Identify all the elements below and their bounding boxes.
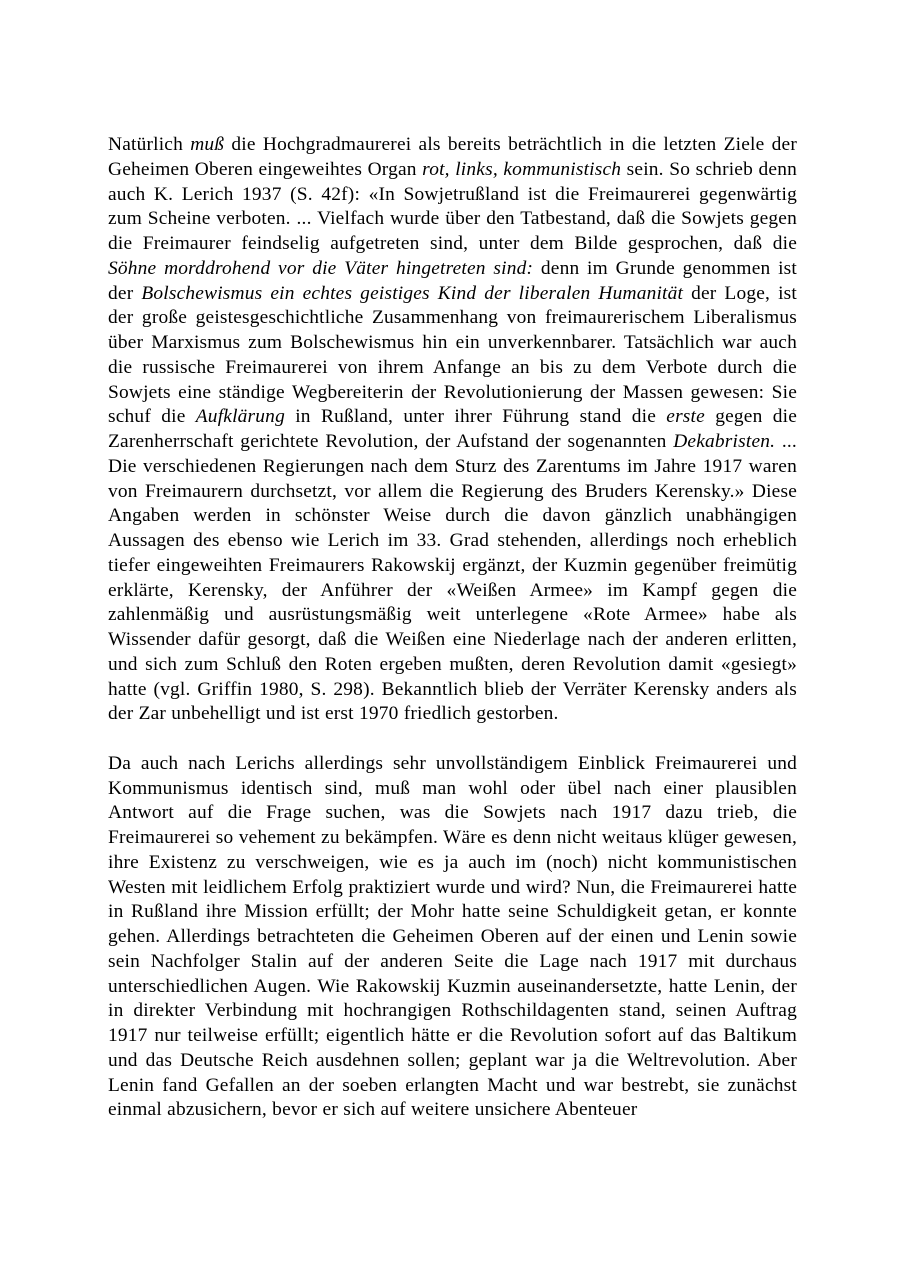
paragraph-1 — [108, 133, 797, 727]
text-run: sein. So schrieb denn auch K. Lerich 1937 (S. 42f): «In Sowjetrußland ist die Freimaurerei gegenwärtig zum Scheine verboten. ... Vielfach wurde über den Tatbestand, daß die Sowjets gegen die Freimaurer feindselig aufgetreten sind, unter dem Bilde gesprochen, daß die — [108, 158, 797, 254]
emphasis-run: Bolschewismus ein echtes geistiges Kind der liberalen Humanität — [141, 282, 684, 304]
emphasis-run: Aufklärung — [195, 406, 285, 428]
text-run: die Hochgradmaurerei als bereits beträchtlich in die letzten Ziele der Geheimen Oberen eingeweihtes Organ — [108, 134, 797, 180]
text-run: der Loge, ist der große geistesgeschichtliche Zusammenhang von freimaurerischem Liberalismus über Marxismus zum Bolschewismus hin ein unverkennbarer. Tatsächlich war auch die russische Freimaurerei von ihrem Anfange an bis zu dem Verbote durch die Sowjets eine ständige Wegbereiterin der Revolutionierung der Massen gewesen: Sie schuf die — [108, 282, 797, 428]
emphasis-run: Söhne morddrohend vor die Väter hingetreten sind: — [108, 257, 534, 279]
emphasis-run: muß — [190, 134, 225, 155]
emphasis-run: Dekabristen. — [673, 431, 776, 452]
body-text-column — [108, 133, 797, 1123]
page-bottom-mask — [0, 1195, 906, 1280]
text-run: in Rußland, unter ihrer Führung stand die — [284, 406, 667, 428]
paragraph-2 — [108, 752, 797, 1123]
text-run: denn im Grunde genommen ist der — [108, 257, 797, 304]
text-run: Da auch nach Lerichs allerdings sehr unvollständigem Einblick Freimaurerei und Kommunismus identisch sind, muß man wohl oder übel nach einer plausiblen Antwort auf die Frage suchen, was die Sowjets nach 1917 dazu trieb, die Freimaurerei so vehement zu bekämpfen. Wäre es denn nicht weitaus klüger gewesen, ihre Existenz zu verschweigen, wie es ja auch im (noch) nicht kommunistischen Westen mit leidlichem Erfolg praktiziert wurde und wird? Nun, die Freimaurerei hatte in Rußland ihre Mission erfüllt; der Mohr hatte seine Schuldigkeit getan, er konnte gehen. Allerdings betrachteten die Geheimen Oberen auf der einen und Lenin sowie sein Nachfolger Stalin auf der anderen Seite die Lage nach 1917 mit durchaus unterschiedlichen Augen. Wie Rakowskij Kuzmin auseinandersetzte, hatte Lenin, der in direkter Verbindung mit hochrangigen Rothschildagenten stand, seinen Auftrag 1917 nur teilweise erfüllt; eigentlich hätte er die Revolution sofort auf das Baltikum und das Deutsche Reich ausdehnen sollen; geplant war ja die Weltrevolution. Aber Lenin fand Gefallen an der soeben erlangten Macht und war bestrebt, sie zunächst einmal abzusichern, bevor er sich auf weitere unsichere Abenteuer — [108, 752, 797, 1121]
emphasis-run: erste — [666, 406, 705, 428]
emphasis-run: rot, links, kommunistisch — [422, 158, 622, 180]
text-run: Natürlich — [108, 134, 191, 155]
text-run: ... Die verschiedenen Regierungen nach dem Sturz des Zarentums im Jahre 1917 waren von Freimaurern durchsetzt, vor allem die Regierung des Bruders Kerensky.» Diese Angaben werden in schönster Weise durch die davon gänzlich unabhängigen Aussagen des ebenso wie Lerich im 33. Grad stehenden, allerdings noch erheblich tiefer eingeweihten Freimaurers Rakowskij ergänzt, der Kuzmin gegenüber freimütig erklärte, Kerensky, der Anführer der «Weißen Armee» im Kampf gegen die zahlenmäßig und ausrüstungsmäßig weit unterlegene «Rote Armee» habe als Wissender dafür gesorgt, daß die Weißen eine Niederlage nach der anderen erlitten, und sich zum Schluß den Roten ergeben mußten, deren Revolution damit «gesiegt» hatte (vgl. Griffin 1980, S. 298). Bekanntlich blieb der Verräter Kerensky anders als der Zar unbehelligt und ist erst 1970 friedlich gestorben. — [108, 431, 797, 725]
text-run: gegen die Zarenherrschaft gerichtete Revolution, der Aufstand der sogenannten — [108, 406, 797, 452]
